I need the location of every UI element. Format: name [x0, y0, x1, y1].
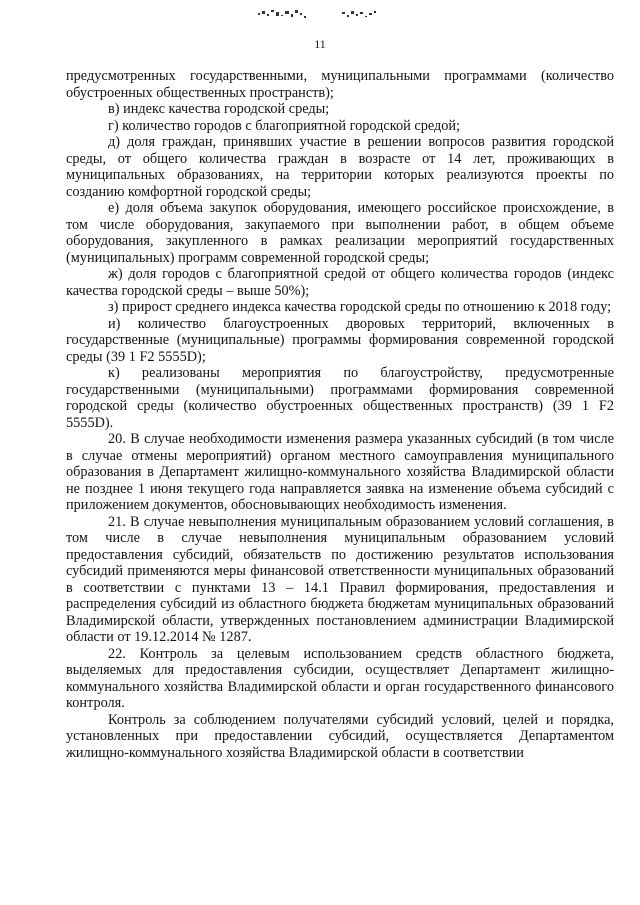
paragraph: 22. Контроль за целевым использованием средств областного бюджета, выделяемых для предоставления субсидии, осуществляет Департамент жилищно-коммунального хозяйства Владимирской области и орган государственного финансового контроля. — [66, 645, 614, 711]
document-body — [66, 68, 614, 761]
scan-noise-marks — [0, 8, 640, 24]
paragraph: е) доля объема закупок оборудования, имеющего российское происхождение, в том числе оборудования, закупаемого при выполнении работ, в общем объеме оборудования, закупленного в рамках реализации мероприятий государственных (муниципальных) программ современной городской среды; — [66, 200, 614, 266]
paragraph: и) количество благоустроенных дворовых территорий, включенных в государственные (муниципальные) программы формирования современной городской среды (39 1 F2 5555D); — [66, 315, 614, 365]
paragraph: 21. В случае невыполнения муниципальным образованием условий соглашения, в том числе в случае невыполнения муниципальным образованием условий предоставления субсидий, обязательств по достижению результатов использования субсидий применяются меры финансовой ответственности муниципальных образований в соответствии с пунктами 13 – 14.1 Правил формирования, предоставления и распределения субсидий из областного бюджета бюджетам муниципальных образований Владимирской области, утвержденных постановлением администрации Владимирской области от 19.12.2014 № 1287. — [66, 513, 614, 645]
paragraph: д) доля граждан, принявших участие в решении вопросов развития городской среды, от общего количества граждан в возрасте от 14 лет, проживающих в муниципальных образованиях, на территории которых реализуются проекты по созданию комфортной городской среды; — [66, 134, 614, 200]
paragraph: Контроль за соблюдением получателями субсидий условий, целей и порядка, установленных при предоставлении субсидий, осуществляется Департаментом жилищно-коммунального хозяйства Владимирской области в соответствии — [66, 711, 614, 761]
paragraph: з) прирост среднего индекса качества городской среды по отношению к 2018 году; — [108, 299, 612, 315]
paragraph: к) реализованы мероприятия по благоустройству, предусмотренные государственными (муниципальными) программами формирования современной городской среды (количество обустроенных общественных пространств) (39 1 F2 5555D). — [66, 365, 614, 431]
paragraph: предусмотренных государственными, муниципальными программами (количество обустроенных общественных пространств); — [66, 68, 614, 101]
paragraph: ж) доля городов с благоприятной средой от общего количества городов (индекс качества городской среды – выше 50%); — [66, 266, 614, 299]
paragraph: 20. В случае необходимости изменения размера указанных субсидий (в том числе в случае отмены мероприятий) органом местного самоуправления муниципального образования в Департамент жилищно-коммунального хозяйства Владимирской области не позднее 1 июня текущего года направляется заявка на изменение объема субсидий с приложением документов, обосновывающих необходимость изменения. — [66, 431, 614, 513]
paragraph: в) индекс качества городской среды; — [108, 101, 330, 117]
page-number: 11 — [314, 37, 326, 51]
paragraph: г) количество городов с благоприятной городской средой; — [108, 117, 461, 134]
